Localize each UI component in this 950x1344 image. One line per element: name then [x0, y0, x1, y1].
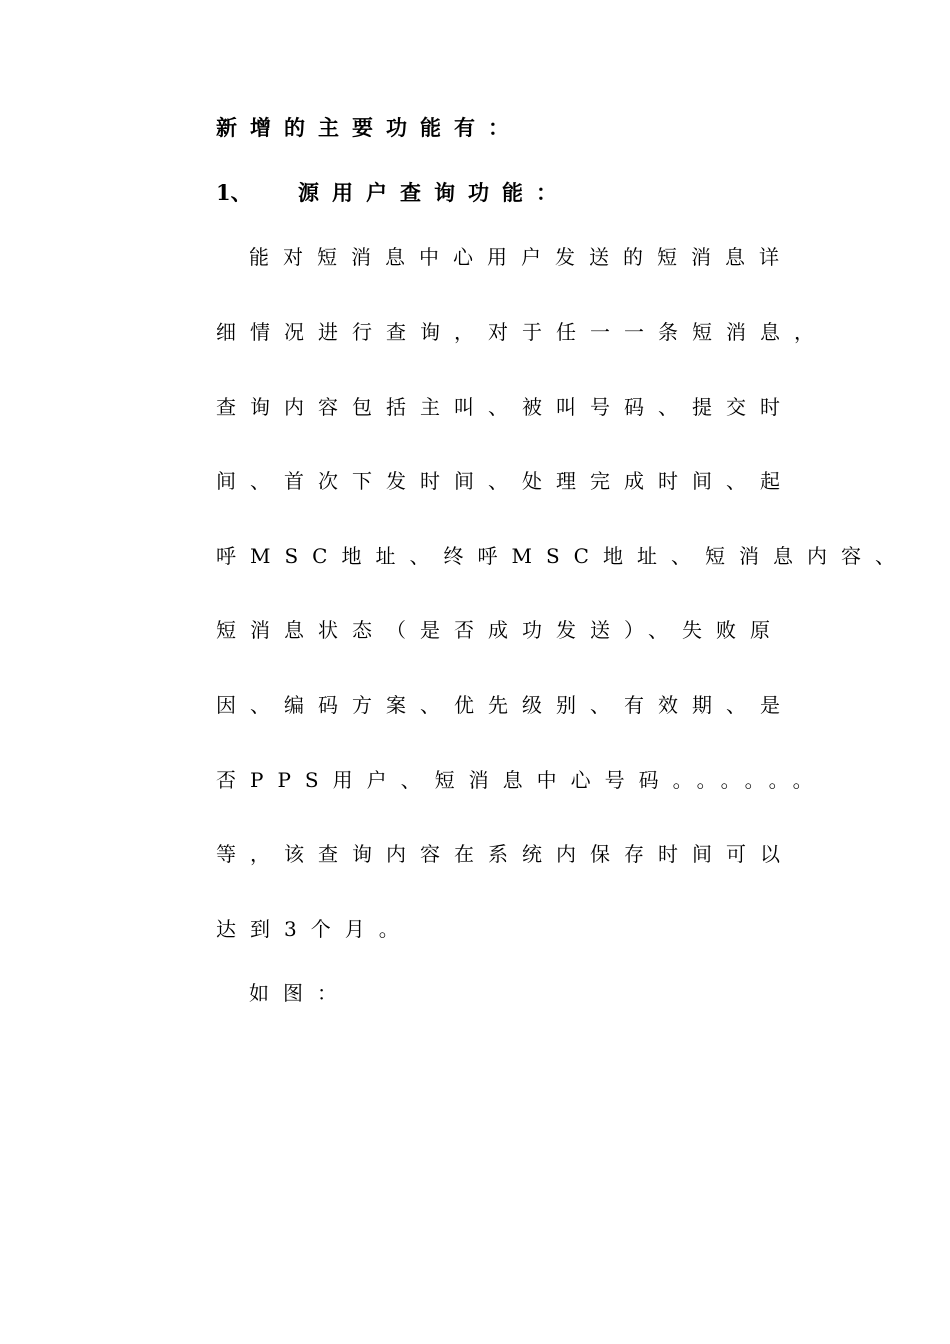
paragraph-line: 能对短消息中心用户发送的短消息详	[249, 245, 793, 269]
paragraph-line: 间、首次下发时间、处理完成时间、起	[216, 469, 794, 493]
section-title: 源用户查询功能：	[298, 180, 570, 205]
paragraph-line: 达到3个月。	[216, 917, 413, 941]
section-number: 1、	[216, 180, 252, 205]
figure-caption: 如图：	[249, 981, 351, 1005]
paragraph-line: 否PPS用户、短消息中心号码。。。。。。	[216, 768, 827, 792]
document-heading: 新增的主要功能有：	[216, 115, 522, 140]
paragraph-line: 短消息状态（是否成功发送）、失败原	[216, 618, 784, 642]
paragraph-line: 呼MSC地址、终呼MSC地址、短消息内容、	[216, 544, 909, 568]
paragraph-line: 因、编码方案、优先级别、有效期、是	[216, 693, 794, 717]
section-heading	[216, 179, 570, 207]
paragraph-line: 等，该查询内容在系统内保存时间可以	[216, 842, 794, 866]
paragraph-line: 细情况进行查询，对于任一一条短消息，	[216, 320, 828, 344]
paragraph-line: 查询内容包括主叫、被叫号码、提交时	[216, 395, 794, 419]
